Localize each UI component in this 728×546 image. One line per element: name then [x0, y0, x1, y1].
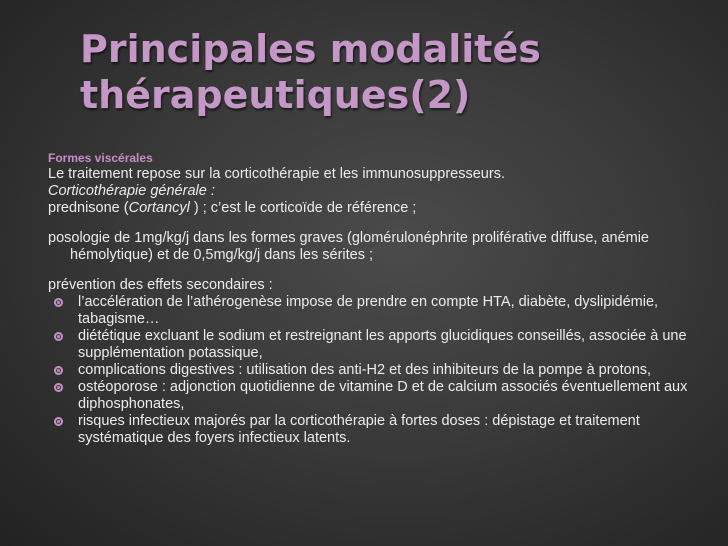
circle-bullet-icon: [54, 298, 63, 307]
treatment-line: Le traitement repose sur la corticothérapie et les immunosuppresseurs.: [48, 166, 505, 182]
list-item: [48, 413, 708, 447]
list-item: [48, 328, 708, 362]
section-heading: Formes viscérales: [48, 151, 153, 165]
list-item: [48, 379, 708, 413]
list-item-text: ostéoporose : adjonction quotidienne de vitamine D et de calcium associés éventuellement aux diphosphonates,: [78, 379, 688, 412]
circle-bullet-icon: [54, 332, 63, 341]
prednisone-brand: Cortancyl: [128, 200, 190, 216]
list-item-text: diététique excluant le sodium et restreignant les apports glucidiques conseillés, associée à une supplémentation potassique,: [78, 328, 687, 361]
cortico-line: Corticothérapie générale :: [48, 183, 215, 199]
circle-bullet-icon: [54, 366, 63, 375]
prednisone-prefix: prednisone (: [48, 200, 129, 216]
list-item: [48, 294, 708, 328]
prednisone-suffix: ) ; c’est le corticoïde de référence ;: [189, 200, 417, 216]
posology-line: posologie de 1mg/kg/j dans les formes graves (glomérulonéphrite proliférative diffuse, anémie hémolytique) et de 0,5mg/kg/j dans les sérites ;: [48, 230, 649, 263]
spacer: [48, 264, 708, 277]
slide-title: Principales modalités thérapeutiques(2): [80, 27, 541, 117]
slide-body: [48, 150, 708, 447]
list-item-text: l’accélération de l’athérogenèse impose de prendre en compte HTA, diabète, dyslipidémie, tabagisme…: [78, 294, 659, 327]
list-item-text: complications digestives : utilisation des anti-H2 et des inhibiteurs de la pompe à protons,: [78, 362, 652, 378]
list-item: [48, 362, 708, 379]
prevention-line: prévention des effets secondaires :: [48, 277, 273, 293]
spacer: [48, 217, 708, 230]
circle-bullet-icon: [54, 417, 63, 426]
circle-bullet-icon: [54, 383, 63, 392]
prednisone-line: [48, 200, 708, 217]
prevention-list: [48, 294, 708, 447]
list-item-text: risques infectieux majorés par la corticothérapie à fortes doses : dépistage et traitement systématique des foyers infectieux latents.: [78, 413, 640, 446]
